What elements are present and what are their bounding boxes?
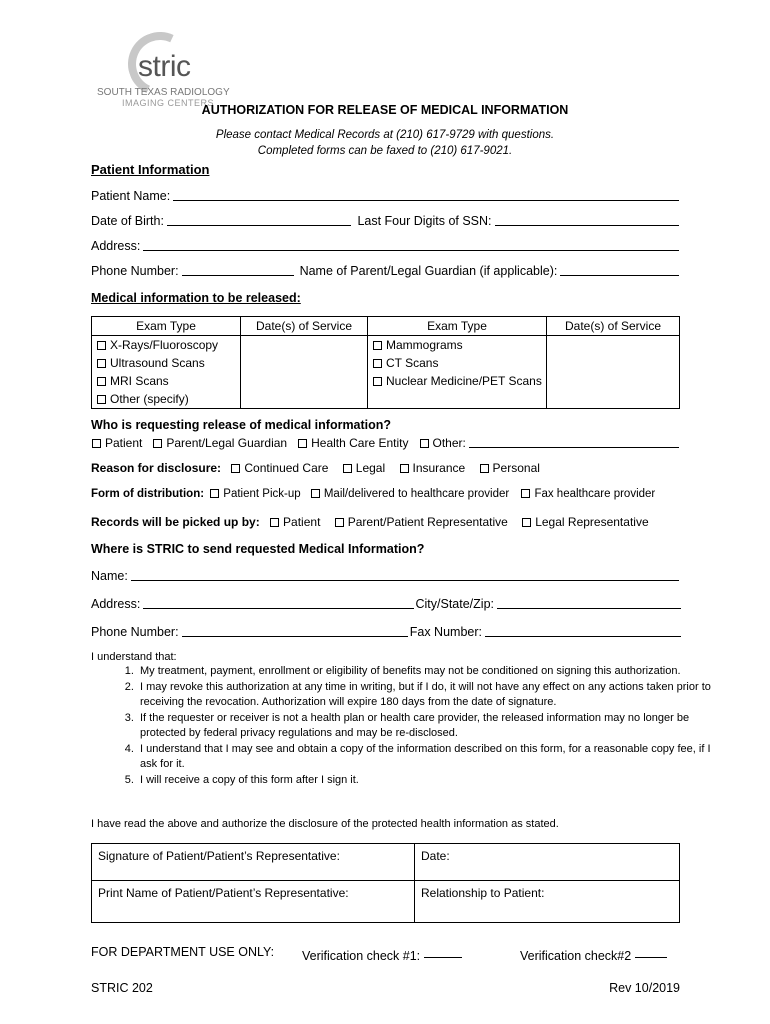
- send-name-label: Name:: [91, 569, 128, 583]
- dates-cell[interactable]: [547, 354, 680, 372]
- print-name-label: Print Name of Patient/Patient’s Representative:: [98, 886, 349, 900]
- checkbox[interactable]: [373, 341, 382, 350]
- empty-cell: [368, 390, 547, 409]
- relationship-cell[interactable]: [415, 881, 680, 923]
- dates-cell[interactable]: [241, 390, 368, 409]
- checkbox[interactable]: [92, 439, 101, 448]
- distribution-fax[interactable]: Fax healthcare provider: [520, 488, 655, 500]
- signature-table: [91, 843, 680, 923]
- checkbox[interactable]: [343, 464, 352, 473]
- send-name-field[interactable]: [131, 568, 679, 581]
- checkbox[interactable]: [420, 439, 429, 448]
- list-item: 3. If the requester or receiver is not a health plan or health care provider, the released information may no longer be protected by federal privacy regulations and may be re-disclosed.: [137, 711, 727, 742]
- understand-intro: I understand that:: [91, 651, 177, 663]
- patient-name-field[interactable]: [173, 188, 679, 201]
- requester-guardian[interactable]: Parent/Legal Guardian: [152, 436, 287, 450]
- logo-wordmark: stric: [138, 50, 191, 83]
- send-address-field[interactable]: [143, 596, 413, 609]
- send-name-row: [91, 568, 681, 583]
- pickup-patient[interactable]: Patient: [269, 515, 320, 529]
- send-address-label: Address:: [91, 597, 141, 611]
- requester-other-field[interactable]: [469, 435, 679, 448]
- checkbox[interactable]: [270, 518, 279, 527]
- verification-1: [302, 945, 468, 963]
- phone-field[interactable]: [182, 263, 294, 276]
- exam-ultrasound[interactable]: Ultrasound Scans: [92, 354, 241, 372]
- pickup-representative[interactable]: Parent/Patient Representative: [334, 515, 508, 529]
- patient-info-heading: Patient Information: [91, 162, 210, 177]
- table-row: [92, 336, 680, 355]
- fax-field[interactable]: [485, 624, 681, 637]
- dob-label: Date of Birth:: [91, 214, 164, 228]
- patient-name-row: [91, 188, 681, 203]
- verification-1-label: Verification check #1:: [302, 949, 421, 963]
- checkbox[interactable]: [522, 518, 531, 527]
- checkbox[interactable]: [97, 395, 106, 404]
- requester-options: [91, 435, 681, 450]
- checkbox[interactable]: [210, 489, 219, 498]
- verification-1-field[interactable]: [424, 945, 462, 958]
- distribution-label: Form of distribution:: [91, 488, 205, 500]
- phone-label: Phone Number:: [91, 264, 179, 278]
- checkbox[interactable]: [97, 359, 106, 368]
- reason-continued-care[interactable]: Continued Care: [230, 461, 328, 475]
- reason-row: [91, 461, 550, 475]
- checkbox[interactable]: [400, 464, 409, 473]
- verification-2: [520, 945, 667, 963]
- revision-date: Rev 10/2019: [609, 981, 680, 995]
- reason-label: Reason for disclosure:: [91, 461, 222, 475]
- requester-entity[interactable]: Health Care Entity: [297, 436, 408, 450]
- phone-guardian-row: [91, 263, 681, 278]
- checkbox[interactable]: [97, 341, 106, 350]
- exam-type-header: Exam Type: [92, 317, 241, 336]
- dates-cell[interactable]: [241, 354, 368, 372]
- reason-personal[interactable]: Personal: [479, 461, 540, 475]
- guardian-field[interactable]: [560, 263, 679, 276]
- form-title: AUTHORIZATION FOR RELEASE OF MEDICAL INFORMATION: [201, 103, 569, 117]
- dates-cell[interactable]: [547, 336, 680, 355]
- relationship-label: Relationship to Patient:: [421, 886, 545, 900]
- dates-header-2: Date(s) of Service: [547, 317, 680, 336]
- verification-2-label: Verification check#2: [520, 949, 632, 963]
- authorization-statement: I have read the above and authorize the disclosure of the protected health information as stated.: [91, 818, 559, 830]
- requester-other[interactable]: Other:: [419, 436, 466, 450]
- date-label: Date:: [421, 849, 450, 863]
- dates-cell[interactable]: [547, 372, 680, 390]
- checkbox[interactable]: [298, 439, 307, 448]
- checkbox[interactable]: [153, 439, 162, 448]
- checkbox[interactable]: [373, 377, 382, 386]
- contact-line: Please contact Medical Records at (210) 617-9729 with questions.: [215, 129, 555, 141]
- city-field[interactable]: [497, 596, 681, 609]
- date-cell[interactable]: [415, 844, 680, 881]
- checkbox[interactable]: [480, 464, 489, 473]
- list-item: 5. I will receive a copy of this form after I sign it.: [137, 773, 727, 789]
- send-phone-field[interactable]: [182, 624, 408, 637]
- fax-label: Fax Number:: [409, 625, 482, 639]
- send-to-question: Where is STRIC to send requested Medical Information?: [91, 542, 425, 556]
- address-field[interactable]: [143, 238, 679, 251]
- checkbox[interactable]: [231, 464, 240, 473]
- send-phone-row: [91, 624, 681, 639]
- requester-question: Who is requesting release of medical information?: [91, 418, 392, 432]
- requester-patient[interactable]: Patient: [91, 436, 142, 450]
- checkbox[interactable]: [521, 489, 530, 498]
- checkbox[interactable]: [97, 377, 106, 386]
- exam-type-header-2: Exam Type: [368, 317, 547, 336]
- exam-mammo[interactable]: Mammograms: [368, 336, 547, 355]
- list-item: 4. I understand that I may see and obtain a copy of the information described on this form, for a reasonable copy fee, if I ask for it.: [137, 742, 727, 773]
- exam-nuclear[interactable]: Nuclear Medicine/PET Scans: [368, 372, 547, 390]
- dates-cell[interactable]: [241, 336, 368, 355]
- table-row: [92, 390, 680, 409]
- list-item: 2. I may revoke this authorization at any time in writing, but if I do, it will not have any effect on any actions taken prior to receiving the revocation. Authorization will expire 180 days from the date of signature.: [137, 680, 727, 711]
- list-item: 1. My treatment, payment, enrollment or eligibility of benefits may not be conditioned on signing this authorization.: [137, 664, 727, 680]
- ssn-field[interactable]: [495, 213, 679, 226]
- checkbox[interactable]: [373, 359, 382, 368]
- exam-other[interactable]: Other (specify): [92, 390, 241, 409]
- exam-mri[interactable]: MRI Scans: [92, 372, 241, 390]
- dept-use-label: FOR DEPARTMENT USE ONLY:: [91, 945, 275, 959]
- dob-field[interactable]: [167, 213, 351, 226]
- pickup-row: [91, 515, 649, 529]
- address-label: Address:: [91, 239, 141, 253]
- send-phone-label: Phone Number:: [91, 625, 179, 639]
- checkbox[interactable]: [335, 518, 344, 527]
- signature-label: Signature of Patient/Patient’s Representative:: [98, 849, 340, 863]
- dates-cell[interactable]: [241, 372, 368, 390]
- reason-insurance[interactable]: Insurance: [399, 461, 466, 475]
- pickup-label: Records will be picked up by:: [91, 515, 260, 529]
- dates-header: Date(s) of Service: [241, 317, 368, 336]
- exam-table: [91, 316, 680, 409]
- print-name-cell[interactable]: [92, 881, 415, 923]
- checkbox[interactable]: [311, 489, 320, 498]
- signature-cell[interactable]: [92, 844, 415, 881]
- logo-subtitle: SOUTH TEXAS RADIOLOGY: [97, 87, 230, 98]
- exam-xray[interactable]: X-Rays/Fluoroscopy: [92, 336, 241, 355]
- dob-ssn-row: [91, 213, 681, 228]
- guardian-label: Name of Parent/Legal Guardian (if applicable):: [299, 264, 558, 278]
- form-id: STRIC 202: [91, 981, 153, 995]
- distribution-mail[interactable]: Mail/delivered to healthcare provider: [310, 488, 509, 500]
- distribution-row: [91, 488, 655, 500]
- fax-line: Completed forms can be faxed to (210) 617-9021.: [257, 145, 513, 157]
- ssn-label: Last Four Digits of SSN:: [357, 214, 492, 228]
- reason-legal[interactable]: Legal: [342, 461, 385, 475]
- distribution-pickup[interactable]: Patient Pick-up: [209, 488, 300, 500]
- table-row: [92, 372, 680, 390]
- exam-ct[interactable]: CT Scans: [368, 354, 547, 372]
- address-row: [91, 238, 681, 253]
- patient-name-label: Patient Name:: [91, 189, 171, 203]
- logo-subtitle-2: IMAGING CENTERS: [122, 98, 215, 108]
- medical-heading: Medical information to be released:: [91, 291, 301, 305]
- table-row: [92, 354, 680, 372]
- verification-2-field[interactable]: [635, 945, 667, 958]
- terms-list: [91, 664, 727, 788]
- pickup-legal[interactable]: Legal Representative: [521, 515, 648, 529]
- empty-cell: [547, 390, 680, 409]
- city-label: City/State/Zip:: [415, 597, 494, 611]
- send-address-row: [91, 596, 681, 611]
